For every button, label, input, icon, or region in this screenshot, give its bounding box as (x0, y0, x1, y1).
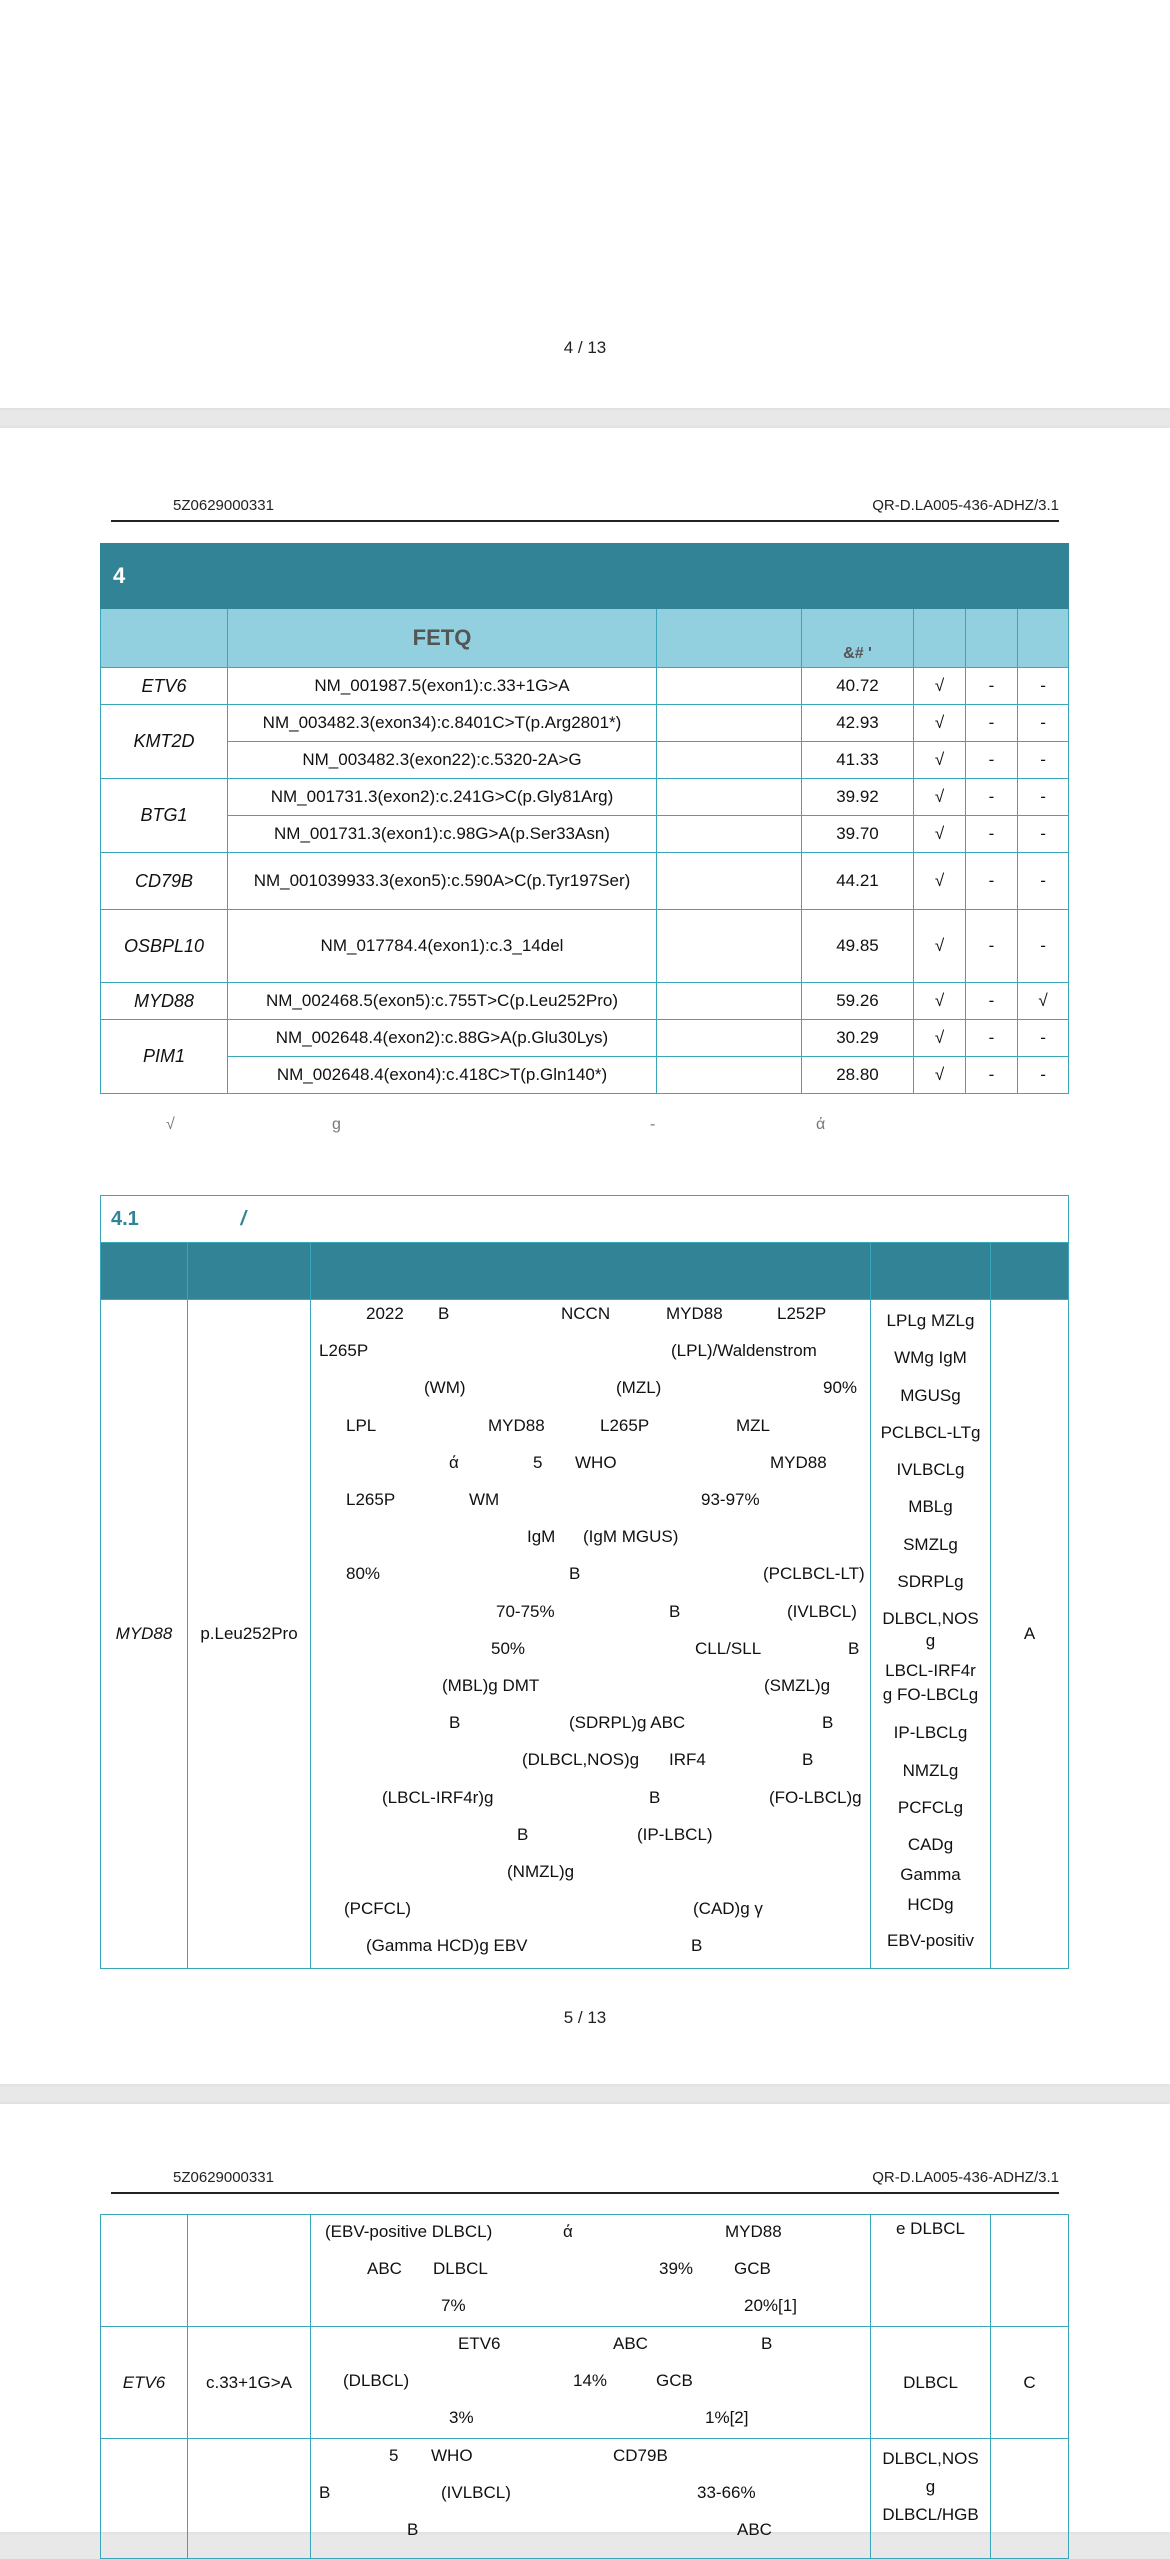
description-fragment: 93-97% (701, 1490, 760, 1509)
section-title-separator: / (240, 1207, 247, 1230)
interpretation-table-continued (100, 2214, 1069, 2559)
description-fragment: (DLBCL,NOS)g (522, 1750, 640, 1770)
description-fragment: WM (469, 1490, 500, 1509)
description-fragment: ά (563, 2221, 573, 2241)
description-fragment: (LPL)/Waldenstrom (671, 1341, 817, 1361)
page-4 (0, 0, 1170, 408)
header-frequency: &# ' (802, 609, 914, 668)
description-fragment: ABC (613, 2333, 648, 2353)
table-row: BTG1 NM_001731.3(exon2):c.241G>C(p.Gly81Arg) 39.92 √ - - (101, 779, 1069, 816)
table-row: NM_002648.4(exon4):c.418C>T(p.Gln140*) 28.80 √ - - (101, 1057, 1069, 1094)
gene-cell: MYD88 (101, 1300, 188, 1969)
description-fragment: ά (449, 1452, 459, 1472)
header-variant: FETQ (228, 609, 657, 668)
description-fragment: 7% (441, 2295, 466, 2315)
header-empty (657, 609, 802, 668)
description-fragment: MYD88 (488, 1415, 545, 1435)
description-fragment: B (691, 1936, 703, 1956)
description-fragment: 90% (823, 1378, 858, 1398)
description-fragment: 3% (449, 2407, 474, 2427)
evidence-level-cell: A (991, 1300, 1069, 1969)
page-header (111, 478, 1059, 522)
description-fragment: 39% (659, 2258, 694, 2278)
table-row: NM_001731.3(exon1):c.98G>A(p.Ser33Asn) 39.70 √ - - (101, 816, 1069, 853)
header-gene (101, 609, 228, 668)
description-fragment: B (517, 1824, 529, 1844)
description-fragment: WHO (575, 1452, 617, 1472)
description-fragment: (WM) (424, 1378, 466, 1398)
description-fragment: B (407, 2519, 419, 2539)
description-fragment: MYD88 (666, 1304, 723, 1323)
description-fragment: (IVLBCL) (787, 1601, 857, 1621)
description-cell (311, 1300, 871, 1969)
description-fragment: 5 (389, 2445, 399, 2465)
description-fragment: (Gamma HCD)g EBV (366, 1936, 528, 1956)
description-fragment: (SMZL)g (764, 1676, 831, 1695)
description-fragment: IgM (527, 1527, 556, 1547)
description-fragment: 70-75% (496, 1601, 555, 1621)
description-fragment: 14% (573, 2370, 608, 2390)
table-row: (EBV-positive DLBCL) ά MYD88 ABC DLBCL 39% GCB 7% 20%[1] e DLBCL (101, 2215, 1069, 2327)
description-fragment: 80% (346, 1564, 381, 1584)
description-fragment: (LBCL-IRF4r)g (382, 1787, 494, 1807)
table-row: KMT2D NM_003482.3(exon34):c.8401C>T(p.Arg2801*) 42.93 √ - - (101, 705, 1069, 742)
section-title: 4.1 (111, 1207, 139, 1230)
description-fragment: WHO (431, 2445, 473, 2465)
description-fragment: B (569, 1564, 581, 1584)
description-fragment: 33-66% (697, 2482, 756, 2502)
description-fragment: (IP-LBCL) (637, 1824, 713, 1844)
description-fragment: L265P (319, 1341, 369, 1361)
description-fragment: MYD88 (725, 2221, 782, 2241)
description-fragment: B (761, 2333, 773, 2353)
table-row: NM_003482.3(exon22):c.5320-2A>G 41.33 √ - - (101, 742, 1069, 779)
table-row: PIM1 NM_002648.4(exon2):c.88G>A(p.Glu30Lys) 30.29 √ - - (101, 1020, 1069, 1057)
table-row: MYD88 NM_002468.5(exon5):c.755T>C(p.Leu252Pro) 59.26 √ - √ (101, 983, 1069, 1020)
table-row: OSBPL10 NM_017784.4(exon1):c.3_14del 49.85 √ - - (101, 910, 1069, 983)
description-fragment: 50% (491, 1638, 526, 1658)
description-fragment: B (319, 2482, 331, 2502)
description-fragment: (EBV-positive DLBCL) (325, 2221, 493, 2241)
description-fragment: (CAD)g γ (693, 1899, 763, 1919)
disease-cell: LPLg MZLg WMg IgM MGUSg PCLBCL-LTg IVLBCLg MBLg SMZLg SDRPLg DLBCL,NOS g LBCL-IRF4r g FO-LBCLg IP-LBCLg NMZLg PCFCLg CADg Gamma HCDg EBV-positiv (871, 1300, 991, 1969)
description-fragment: L265P (346, 1490, 396, 1509)
description-fragment: IRF4 (669, 1750, 706, 1770)
description-fragment: (FO-LBCL)g (769, 1787, 862, 1807)
table-row (101, 1300, 1069, 1969)
table-title: 4 (101, 544, 1069, 609)
description-fragment: (SDRPL)g ABC (569, 1713, 686, 1733)
description-fragment: B (802, 1750, 814, 1770)
description-fragment: ABC (737, 2519, 772, 2539)
description-fragment: B (649, 1787, 661, 1807)
description-fragment: L252P (777, 1304, 827, 1323)
description-fragment: NCCN (561, 1304, 611, 1323)
interpretation-table (100, 1195, 1069, 1969)
variant-cell: p.Leu252Pro (188, 1300, 311, 1969)
table-row: CD79B NM_001039933.3(exon5):c.590A>C(p.Tyr197Ser) 44.21 √ - - (101, 853, 1069, 910)
description-fragment: GCB (734, 2258, 771, 2278)
table-row: 5 WHO CD79B B (IVLBCL) 33-66% B ABC DLBCL,NOS g DLBCL/HGB (101, 2439, 1069, 2559)
document-code: QR-D.LA005-436-ADHZ/3.1 (872, 497, 1059, 514)
description-fragment: (PCFCL) (344, 1899, 412, 1919)
description-fragment: GCB (656, 2370, 693, 2390)
description-fragment: B (822, 1713, 834, 1733)
description-fragment: (IVLBCL) (441, 2482, 511, 2502)
description-fragment: CLL/SLL (695, 1638, 762, 1658)
description-fragment: (MZL) (616, 1378, 662, 1398)
description-fragment: 1%[2] (705, 2407, 749, 2427)
description-fragment: ABC (367, 2258, 402, 2278)
description-fragment: (PCLBCL-LT) (763, 1564, 865, 1584)
description-fragment: B (449, 1713, 461, 1733)
description-fragment: (NMZL)g (507, 1862, 575, 1881)
description-fragment: B (438, 1304, 450, 1323)
report-id: 5Z0629000331 (173, 497, 274, 514)
description-fragment: MZL (736, 1415, 770, 1435)
description-fragment: B (848, 1638, 860, 1658)
variant-table (100, 543, 1069, 1094)
description-fragment: (IgM MGUS) (583, 1527, 679, 1547)
description-fragment: ETV6 (458, 2333, 501, 2353)
description-fragment: 2022 (366, 1304, 404, 1323)
description-fragment: L265P (600, 1415, 650, 1435)
table-footnote: √ g - ά (166, 1116, 826, 1133)
description-fragment: (MBL)g DMT (442, 1676, 540, 1695)
description-fragment: (DLBCL) (343, 2370, 410, 2390)
table-row: ETV6 c.33+1G>A ETV6 ABC B (DLBCL) 14% GCB 3% 1%[2] DLBCL C (101, 2327, 1069, 2439)
page-number: 5 / 13 (563, 2008, 607, 2027)
page-header: 5Z0629000331 QR-D.LA005-436-ADHZ/3.1 (111, 2150, 1059, 2194)
description-fragment: DLBCL (433, 2258, 488, 2278)
description-fragment: B (669, 1601, 681, 1621)
description-fragment: 20%[1] (744, 2295, 797, 2315)
page-number: 4 / 13 (563, 338, 607, 357)
table-row: ETV6 NM_001987.5(exon1):c.33+1G>A 40.72 √ - - (101, 668, 1069, 705)
description-fragment: LPL (346, 1415, 377, 1435)
description-fragment: 5 (533, 1452, 543, 1472)
description-fragment: CD79B (613, 2445, 668, 2465)
description-fragment: MYD88 (770, 1452, 827, 1472)
